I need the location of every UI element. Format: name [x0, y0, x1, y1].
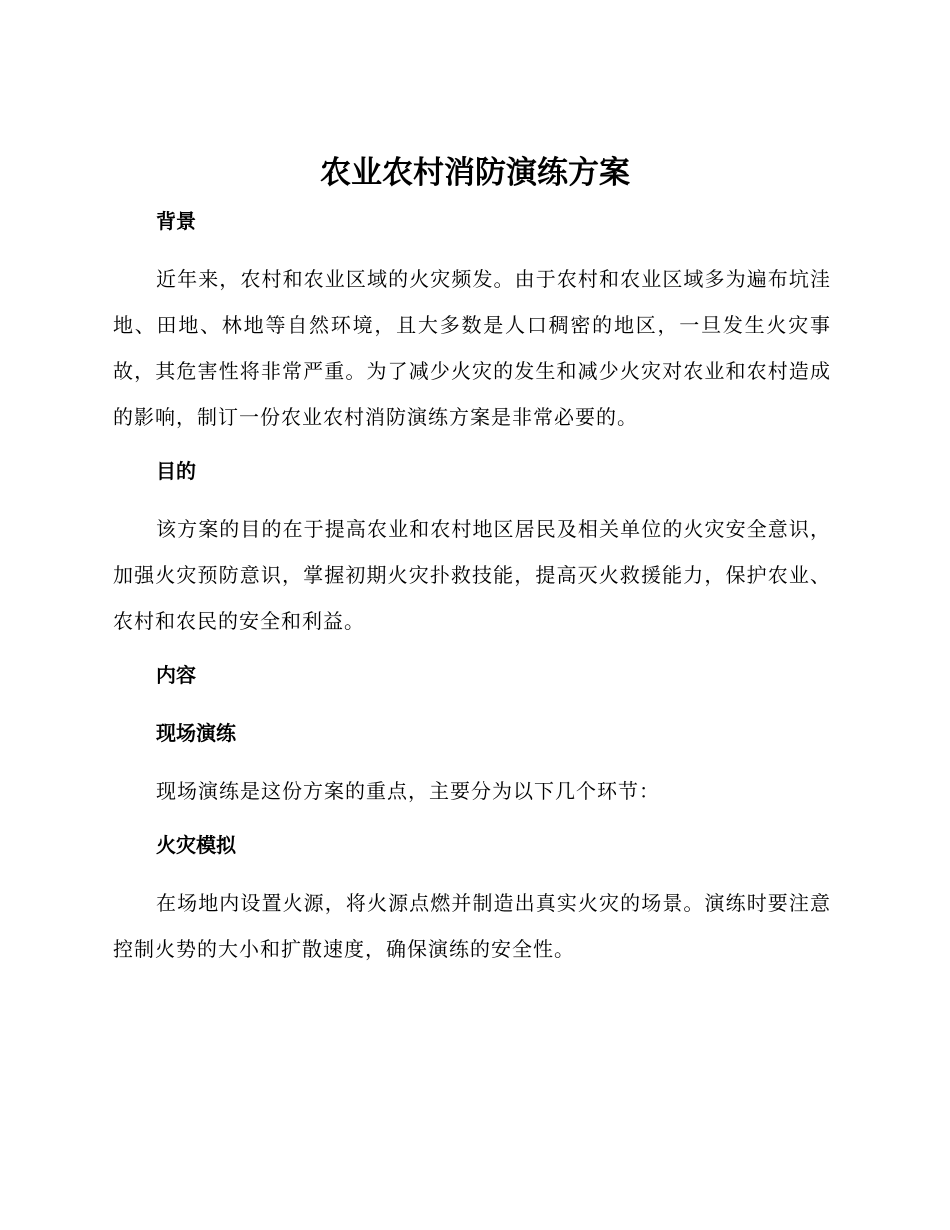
- section-heading-purpose: 目的: [156, 459, 196, 483]
- paragraph-purpose: 该方案的目的在于提高农业和农村地区居民及相关单位的火灾安全意识，加强火灾预防意识，掌握初期火灾扑救技能，提高灭火救援能力，保护农业、农村和农民的安全和利益。: [113, 517, 831, 633]
- section-heading-drill: 现场演练: [156, 721, 236, 745]
- paragraph-drill: 现场演练是这份方案的重点，主要分为以下几个环节：: [156, 779, 660, 803]
- paragraph-background: 近年来，农村和农业区域的火灾频发。由于农村和农业区域多为遍布坑洼地、田地、林地等自然环境，且大多数是人口稠密的地区，一旦发生火灾事故，其危害性将非常严重。为了减少火灾的发生和减少火灾对农业和农村造成的影响，制订一份农业农村消防演练方案是非常必要的。: [113, 267, 831, 429]
- section-heading-content: 内容: [156, 663, 196, 687]
- document-body: [113, 202, 831, 972]
- section-heading-background: 背景: [156, 209, 196, 233]
- paragraph-fire-simulation: 在场地内设置火源，将火源点燃并制造出真实火灾的场景。演练时要注意控制火势的大小和扩散速度，确保演练的安全性。: [113, 891, 831, 961]
- section-heading-fire-simulation: 火灾模拟: [156, 833, 236, 857]
- document-title: 农业农村消防演练方案: [320, 155, 630, 191]
